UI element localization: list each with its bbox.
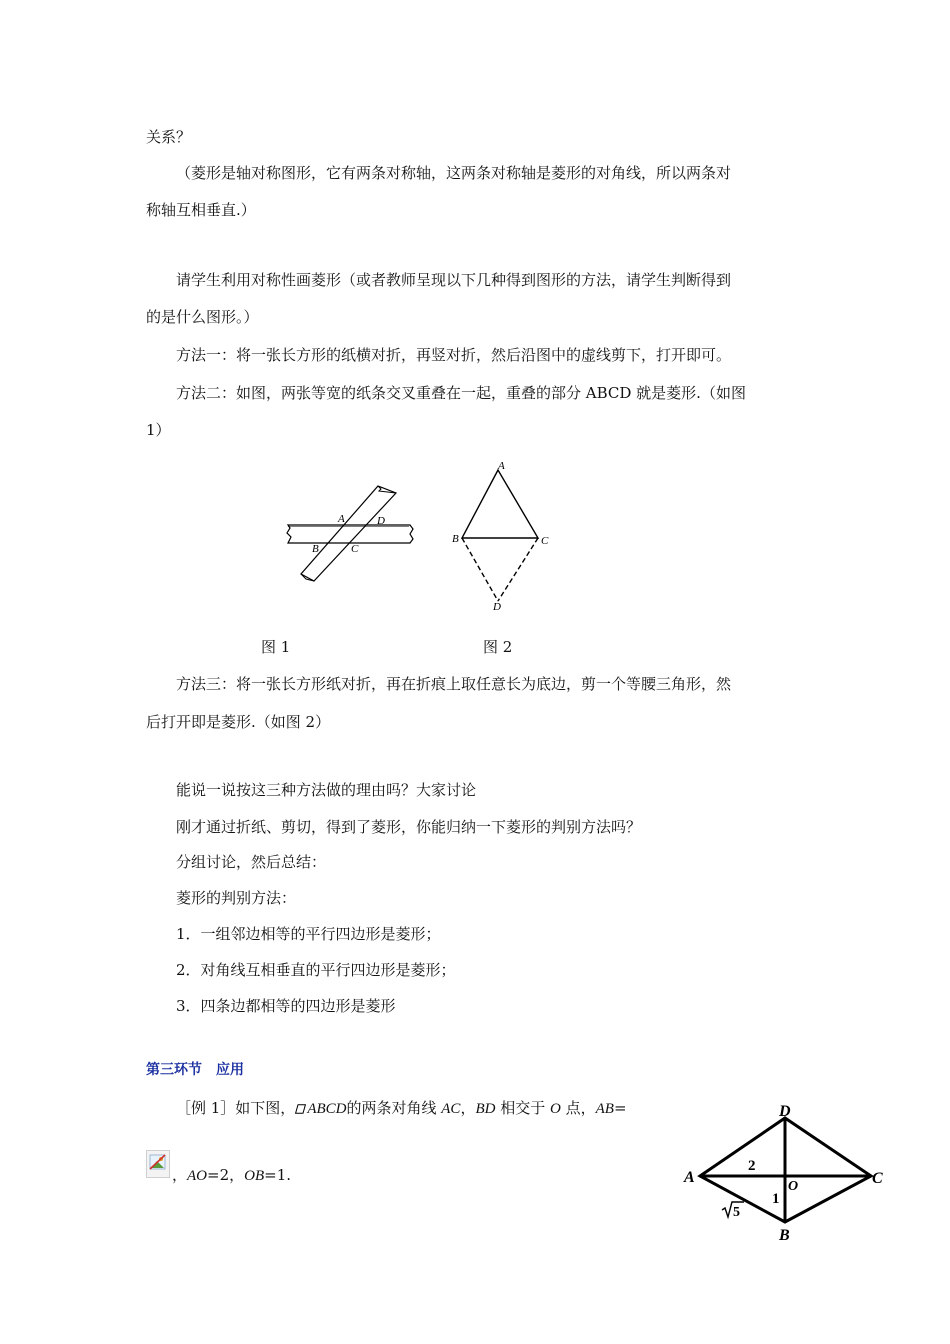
- para-line: 刚才通过折纸、剪切，得到了菱形，你能归纳一下菱形的判别方法吗？: [176, 818, 642, 836]
- criterion-1: 1．一组邻边相等的平行四边形是菱形；: [176, 925, 441, 943]
- example-1-prefix: ［例 1］如下图，: [176, 1099, 296, 1117]
- para-line: 请学生利用对称性画菱形（或者教师呈现以下几种得到图形的方法，请学生判断得到: [176, 271, 732, 289]
- example-1-comma: ，: [460, 1099, 476, 1117]
- fig2-label-a: A: [498, 460, 505, 472]
- fig2-label-b: B: [452, 533, 459, 545]
- para-line: 菱形的判别方法：: [176, 889, 297, 907]
- fig1-label-d: D: [377, 515, 385, 527]
- criterion-3: 3．四条边都相等的四边形是菱形: [176, 997, 396, 1015]
- example-1-text: 的两条对角线: [346, 1099, 442, 1117]
- ao-value: =2，: [207, 1166, 245, 1184]
- example-1-figure-name: ABCD: [307, 1101, 347, 1117]
- rhombus-label-o: O: [788, 1179, 799, 1194]
- method-two-cont: 1）: [146, 421, 171, 439]
- para-line: 能说一说按这三种方法做的理由吗？大家讨论: [176, 781, 477, 799]
- ab-length-label: 5: [733, 1205, 740, 1220]
- figure-1-caption: 图 1: [261, 638, 291, 656]
- example-1-line: [176, 1098, 627, 1119]
- figure-2-caption: 图 2: [483, 638, 513, 656]
- ao-length-label: 2: [748, 1158, 756, 1174]
- parallelogram-icon: [295, 1099, 306, 1109]
- figure-1-crossed-strips: [283, 483, 423, 583]
- para-line: 关系？: [146, 128, 192, 146]
- example-1-equals: =: [613, 1099, 627, 1117]
- example-1-line-2: [172, 1165, 291, 1186]
- rhombus-label-a: A: [684, 1169, 695, 1186]
- example-1-o: O: [550, 1101, 561, 1117]
- example-1-ac: AC: [441, 1101, 461, 1117]
- method-two: 方法二：如图，两张等宽的纸条交叉重叠在一起，重叠的部分 ABCD 就是菱形.（如图: [176, 384, 746, 402]
- ob-length-label: 1: [772, 1191, 780, 1207]
- figure-2-fold-triangle: [448, 458, 558, 613]
- section-heading: 第三环节 应用: [146, 1062, 244, 1078]
- rhombus-label-b: B: [779, 1227, 790, 1242]
- rhombus-label-c: C: [872, 1170, 883, 1187]
- broken-image-icon: [146, 1150, 170, 1178]
- fig1-label-c: C: [351, 543, 359, 555]
- method-three: 方法三：将一张长方形纸对折，再在折痕上取任意长为底边，剪一个等腰三角形，然: [176, 675, 732, 693]
- fig2-label-c: C: [541, 535, 549, 547]
- fig2-label-d: D: [493, 601, 501, 613]
- example-1-text: 点，: [560, 1099, 596, 1117]
- method-one: 方法一：将一张长方形的纸横对折，再竖对折，然后沿图中的虚线剪下，打开即可。: [176, 346, 732, 364]
- example-1-text: 相交于: [495, 1099, 550, 1117]
- para-line: 称轴互相垂直.）: [146, 201, 256, 219]
- ao-label: AO: [187, 1168, 208, 1184]
- criterion-2: 2．对角线互相垂直的平行四边形是菱形；: [176, 961, 456, 979]
- example-1-ab: AB: [595, 1101, 614, 1117]
- ob-label: OB: [244, 1168, 265, 1184]
- fig1-label-b: B: [312, 543, 319, 555]
- fig1-label-a: A: [338, 513, 345, 525]
- line-2-comma: ，: [172, 1166, 188, 1184]
- para-line: 分组讨论，然后总结：: [176, 853, 327, 871]
- para-line: 的是什么图形。）: [146, 308, 259, 326]
- para-line: （菱形是轴对称图形，它有两条对称轴，这两条对称轴是菱形的对角线，所以两条对: [176, 164, 732, 182]
- example-1-bd: BD: [475, 1101, 496, 1117]
- rhombus-abcd-figure: [682, 1102, 892, 1242]
- rhombus-label-d: D: [779, 1103, 791, 1120]
- ob-value: =1.: [264, 1166, 292, 1184]
- method-three-cont: 后打开即是菱形.（如图 2）: [146, 713, 331, 731]
